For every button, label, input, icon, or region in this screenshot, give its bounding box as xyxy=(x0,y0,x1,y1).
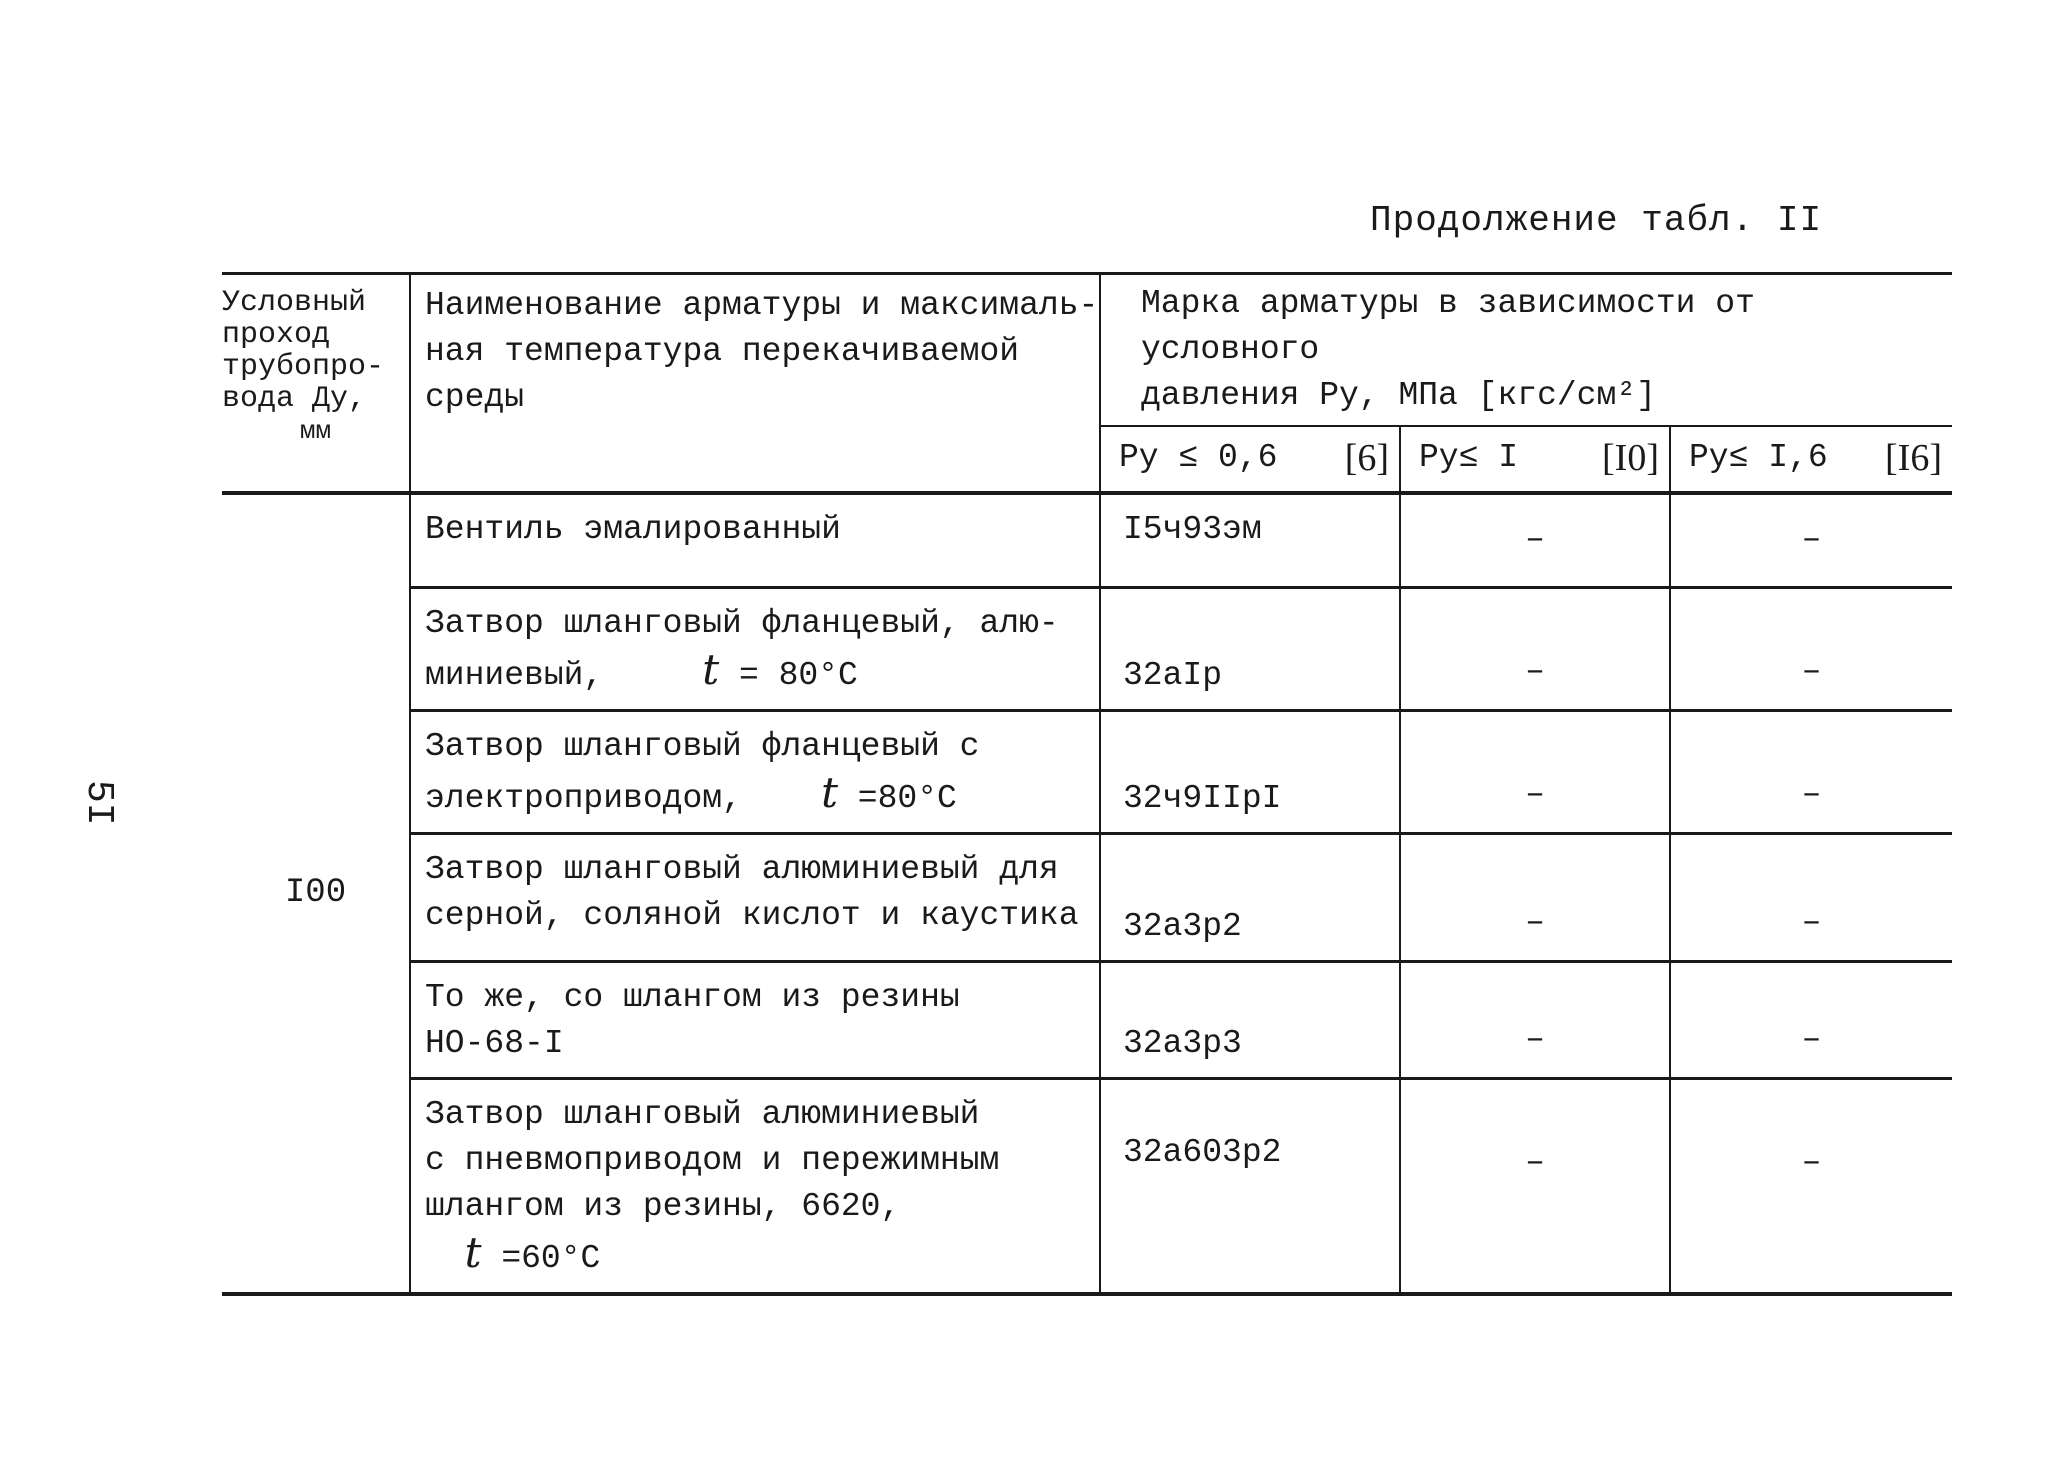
table-caption: Продолжение табл. II xyxy=(1370,200,1823,241)
header-name-line: Наименование арматуры и максималь- xyxy=(425,287,1099,324)
name-line: То же, со шлангом из резины xyxy=(425,978,960,1016)
header-valve-brand xyxy=(1100,274,1952,427)
dash-value: – xyxy=(1400,833,1670,961)
temperature-value: = 80°С xyxy=(738,656,858,694)
temperature-value: =80°С xyxy=(857,779,957,817)
name-line: миниевый, xyxy=(425,656,604,694)
header-dn-line: вода Ду, xyxy=(222,382,367,416)
header-dn-unit: мм xyxy=(299,416,332,446)
header-pressure-1 xyxy=(1400,426,1670,493)
name-line: Затвор шланговый фланцевый, алю- xyxy=(425,604,1059,642)
valve-name xyxy=(410,1078,1100,1294)
header-name-line: ная температура перекачиваемой xyxy=(425,333,1020,370)
pressure-label: Ру≤ I,6 xyxy=(1689,439,1828,476)
header-nominal-diameter xyxy=(222,274,410,494)
header-valve-name xyxy=(410,274,1100,494)
header-dn-line: Условный xyxy=(222,286,367,320)
temperature-symbol: t xyxy=(702,644,720,694)
valve-name xyxy=(410,587,1100,710)
page-number: 5I xyxy=(77,780,120,826)
temperature-symbol: t xyxy=(464,1227,482,1277)
valve-mark: 32ч9IIрI xyxy=(1100,710,1400,833)
header-pressure-1-6 xyxy=(1670,426,1952,493)
table-row xyxy=(222,833,1952,961)
name-line: электроприводом, xyxy=(425,779,742,817)
valve-mark: 32а3р2 xyxy=(1100,833,1400,961)
valve-name xyxy=(410,710,1100,833)
temperature-symbol: t xyxy=(821,767,838,817)
temperature-value: =60°С xyxy=(501,1239,601,1277)
table-row xyxy=(222,1078,1952,1294)
pressure-bracket: [I0] xyxy=(1602,437,1659,479)
table-row xyxy=(222,587,1952,710)
name-line: Вентиль эмалированный xyxy=(425,511,841,548)
name-line: шлангом из резины, 6620, xyxy=(425,1187,901,1225)
table-row xyxy=(222,961,1952,1078)
dash-value: – xyxy=(1400,493,1670,587)
dash-value: – xyxy=(1670,1078,1952,1294)
name-line: серной, соляной кислот и каустика xyxy=(425,896,1079,934)
name-line: Затвор шланговый фланцевый с xyxy=(425,727,980,765)
header-dn-line: проход xyxy=(222,318,331,352)
table-row xyxy=(222,493,1952,587)
table-row xyxy=(222,710,1952,833)
header-brand-line: давления Ру, МПа [кгс/см²] xyxy=(1141,377,1656,414)
header-dn-line: трубопро- xyxy=(222,350,385,384)
header-brand-line: Марка арматуры в зависимости от условного xyxy=(1141,285,1755,368)
dash-value: – xyxy=(1670,587,1952,710)
valve-mark: 32аIр xyxy=(1100,587,1400,710)
pressure-bracket: [6] xyxy=(1344,437,1389,479)
dash-value: – xyxy=(1400,961,1670,1078)
dash-value: – xyxy=(1400,587,1670,710)
dash-value: – xyxy=(1670,493,1952,587)
name-line: НО-68-I xyxy=(425,1024,564,1062)
name-line: Затвор шланговый алюминиевый xyxy=(425,1095,980,1133)
pressure-label: Ру≤ I xyxy=(1419,439,1519,476)
pressure-label: Ру ≤ 0,6 xyxy=(1119,439,1278,476)
name-line: Затвор шланговый алюминиевый для xyxy=(425,850,1059,888)
dash-value: – xyxy=(1400,710,1670,833)
dash-value: – xyxy=(1670,961,1952,1078)
dash-value: – xyxy=(1670,710,1952,833)
valve-mark: 32а3р3 xyxy=(1100,961,1400,1078)
name-line: с пневмоприводом и пережимным xyxy=(425,1141,1000,1179)
dash-value: – xyxy=(1400,1078,1670,1294)
valve-mark: 32а603р2 xyxy=(1100,1078,1400,1294)
dash-value: – xyxy=(1670,833,1952,961)
header-name-line: среды xyxy=(425,379,525,416)
valve-mark: I5ч93эм xyxy=(1100,493,1400,587)
nominal-diameter-value: I00 xyxy=(222,493,410,1294)
valve-name xyxy=(410,493,1100,587)
valve-name xyxy=(410,833,1100,961)
valve-name xyxy=(410,961,1100,1078)
header-pressure-0-6 xyxy=(1100,426,1400,493)
valve-table xyxy=(222,272,1952,1296)
pressure-bracket: [I6] xyxy=(1885,437,1942,479)
